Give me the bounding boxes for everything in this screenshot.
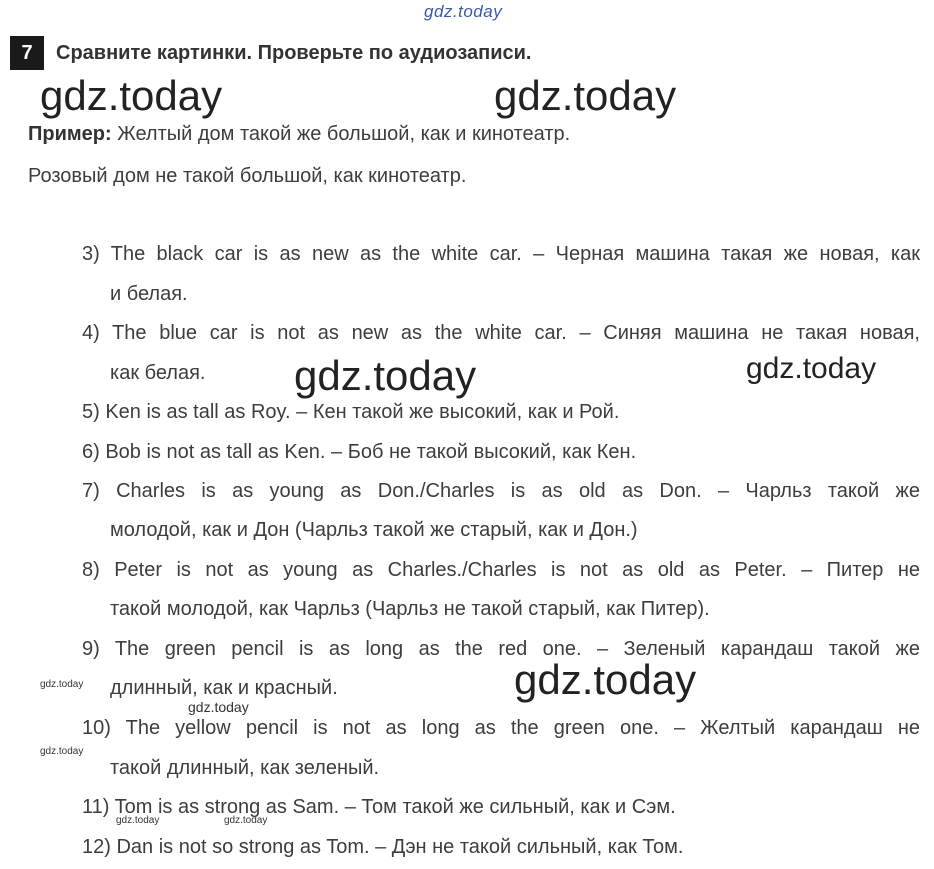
watermark-large: gdz.today <box>514 656 697 703</box>
answer-7-line-1: 7) Charles is as young as Don./Charles is as old as Don. – Чарльз такой же <box>82 480 920 502</box>
answer-3-line-2: и белая. <box>110 283 188 305</box>
answer-6: 6) Bob is not as tall as Ken. – Боб не такой высокий, как Кен. <box>82 441 637 463</box>
answer-12: 12) Dan is not so strong as Tom. – Дэн не такой сильный, как Том. <box>82 836 684 858</box>
answer-9-line-1: 9) The green pencil is as long as the red one. – Зеленый карандаш такой же <box>82 638 920 660</box>
task-number-badge: 7 <box>10 36 44 70</box>
task-header <box>10 36 532 70</box>
watermark-small: gdz.today <box>40 679 84 690</box>
watermark-large: gdz.today <box>40 72 223 119</box>
watermark-small: gdz.today <box>116 815 160 826</box>
answer-7-line-2: молодой, как и Дон (Чарльз такой же старый, как и Дон.) <box>110 519 638 541</box>
example-text: Желтый дом такой же большой, как и кинотеатр. <box>117 123 571 145</box>
answer-9-line-2: длинный, как и красный. <box>110 677 338 699</box>
watermark-top: gdz.today <box>424 2 503 21</box>
answer-10-line-2: такой длинный, как зеленый. <box>110 757 380 779</box>
watermark-small: gdz.today <box>224 815 268 826</box>
answer-4-line-1: 4) The blue car is not as new as the white car. – Синяя машина не такая новая, <box>82 322 920 344</box>
answer-8-line-1: 8) Peter is not as young as Charles./Charles is not as old as Peter. – Питер не <box>82 559 920 581</box>
task-title: Сравните картинки. Проверьте по аудиозаписи. <box>56 41 532 64</box>
watermark-large: gdz.today <box>294 352 477 399</box>
example-label: Пример: <box>28 123 112 145</box>
answer-10-line-1: 10) The yellow pencil is not as long as the green one. – Желтый карандаш не <box>82 717 920 739</box>
example-line-2: Розовый дом не такой большой, как кинотеатр. <box>28 165 467 187</box>
answer-3-line-1: 3) The black car is as new as the white car. – Черная машина такая же новая, как <box>82 243 920 265</box>
answer-4-line-2: как белая. <box>110 362 206 384</box>
answer-11: 11) Tom is as strong as Sam. – Том такой же сильный, как и Сэм. <box>82 796 676 818</box>
answer-8-line-2: такой молодой, как Чарльз (Чарльз не такой старый, как Питер). <box>110 598 710 620</box>
watermark-small: gdz.today <box>40 746 84 757</box>
example-line-1 <box>28 123 570 146</box>
watermark-small: gdz.today <box>188 699 249 715</box>
watermark-medium: gdz.today <box>746 352 877 385</box>
watermark-large: gdz.today <box>494 72 677 119</box>
answer-5: 5) Ken is as tall as Roy. – Кен такой же высокий, как и Рой. <box>82 401 620 423</box>
